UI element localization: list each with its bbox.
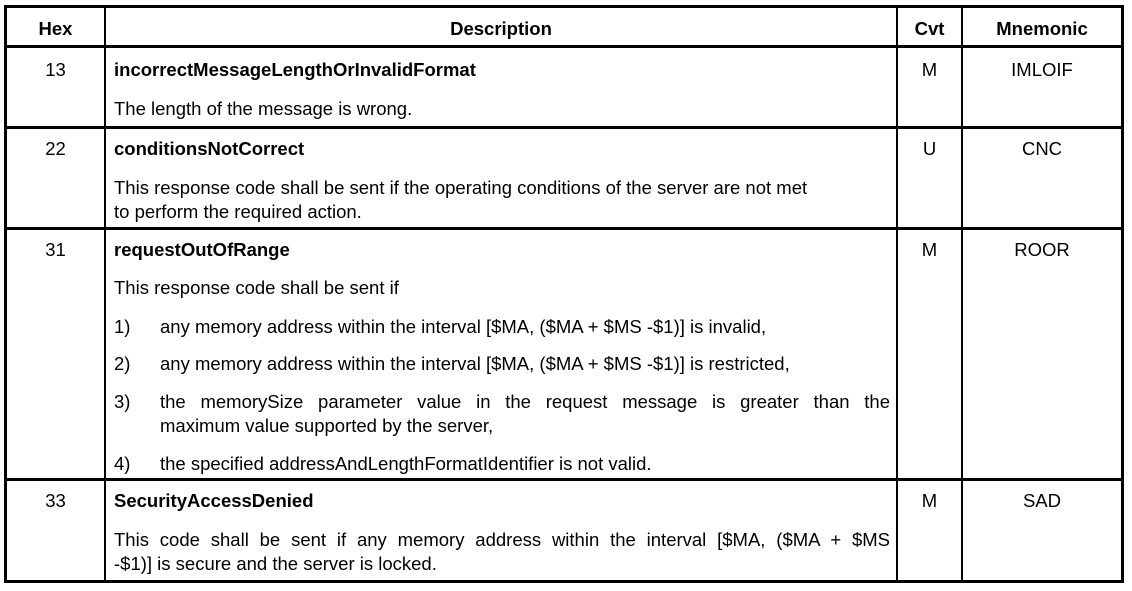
row-divider: [7, 227, 1121, 230]
response-code-description-line: This response code shall be sent if the operating conditions of the server are not met: [114, 177, 808, 198]
cvt-value: M: [921, 59, 938, 80]
response-code-name: conditionsNotCorrect: [114, 138, 305, 159]
response-code-description: This response code shall be sent if: [114, 277, 399, 298]
list-number: 3): [114, 391, 131, 412]
cvt-value: M: [921, 490, 938, 511]
list-number: 1): [114, 316, 131, 337]
header-cvt: Cvt: [914, 18, 945, 39]
response-code-description-line: to perform the required action.: [114, 201, 362, 222]
header-hex: Hex: [38, 18, 73, 39]
response-code-table: [4, 5, 1124, 583]
description-cell: [106, 58, 896, 126]
description-cell: [106, 489, 896, 579]
description-cell: [106, 137, 896, 227]
cvt-value: M: [921, 239, 938, 260]
response-code-description: The length of the message is wrong.: [114, 98, 413, 119]
header-description: Description: [450, 18, 552, 39]
hex-code: 13: [45, 59, 66, 80]
cvt-value: U: [922, 138, 937, 159]
condition-list-item: [114, 390, 890, 438]
header-mnemonic: Mnemonic: [996, 18, 1088, 39]
response-code-description-line: -$1)] is secure and the server is locked.: [114, 553, 437, 574]
row-divider: [7, 126, 1121, 129]
list-number: 4): [114, 453, 131, 474]
response-code-name: SecurityAccessDenied: [114, 490, 314, 511]
mnemonic-value: IMLOIF: [1011, 59, 1073, 80]
hex-code: 33: [45, 490, 66, 511]
hex-code: 22: [45, 138, 66, 159]
mnemonic-value: ROOR: [1014, 239, 1070, 260]
row-divider: [7, 478, 1121, 481]
mnemonic-value: CNC: [1021, 138, 1063, 159]
hex-code: 31: [45, 239, 66, 260]
list-number: 2): [114, 353, 131, 374]
list-text: any memory address within the interval [$MA, ($MA + $MS -$1)] is restricted,: [160, 353, 790, 374]
description-cell: [106, 238, 896, 478]
list-text: the memorySize parameter value in the request message is greater than the: [160, 391, 890, 412]
list-text: the specified addressAndLengthFormatIdentifier is not valid.: [160, 453, 652, 474]
list-text: maximum value supported by the server,: [160, 415, 494, 436]
response-code-name: incorrectMessageLengthOrInvalidFormat: [114, 59, 476, 80]
response-code-name: requestOutOfRange: [114, 239, 290, 260]
header-divider: [7, 45, 1121, 48]
mnemonic-value: SAD: [1022, 490, 1062, 511]
list-text: any memory address within the interval [$MA, ($MA + $MS -$1)] is invalid,: [160, 316, 767, 337]
response-code-description-line: This code shall be sent if any memory address within the interval [$MA, ($MA + $MS: [114, 529, 890, 550]
